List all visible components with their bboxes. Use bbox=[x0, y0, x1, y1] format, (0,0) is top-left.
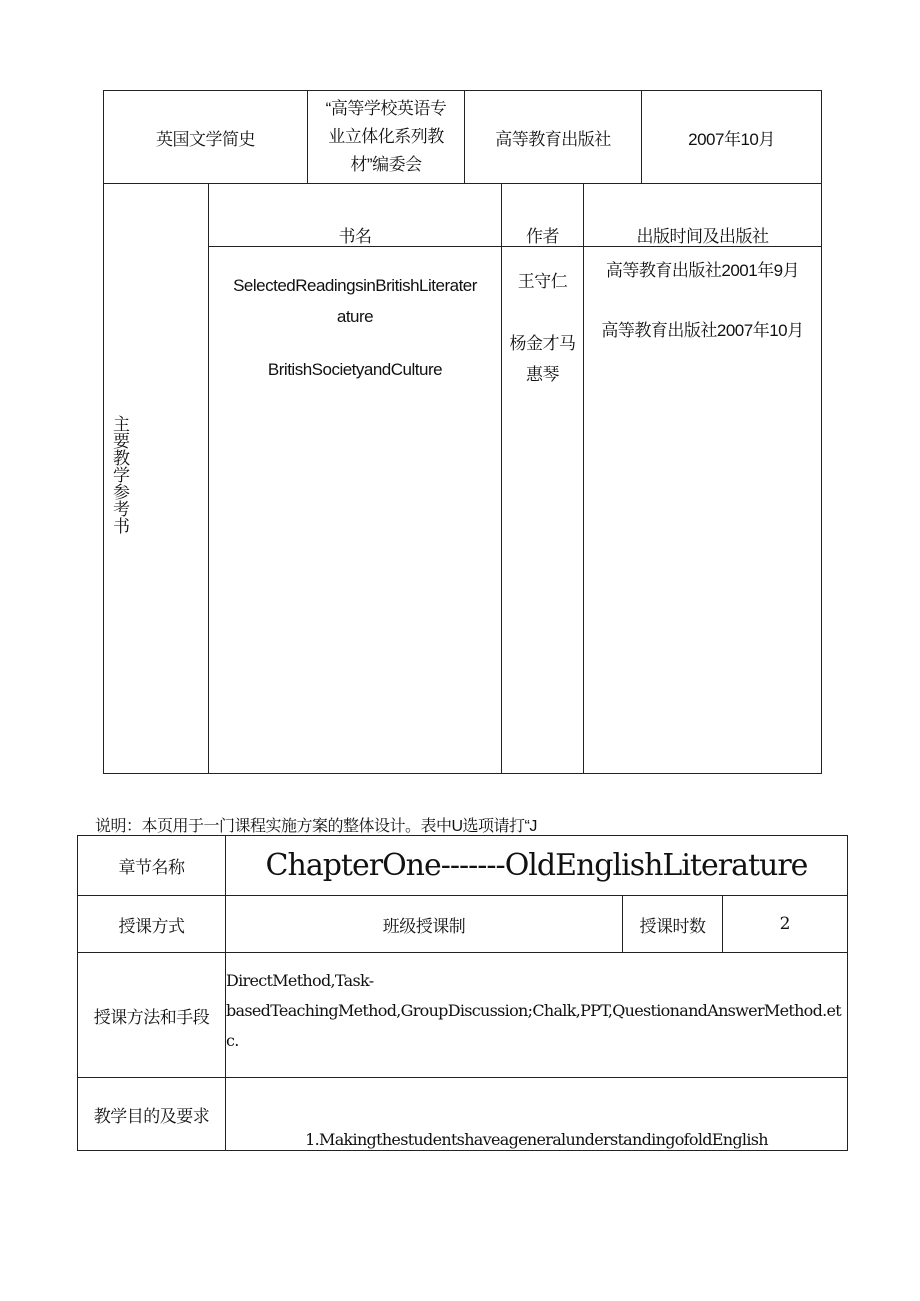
book-title-2: BritishSocietyandCulture bbox=[267, 360, 443, 379]
compiler-cell: “高等学校英语专 业立体化系列教 材”编委会 bbox=[325, 99, 447, 174]
page-note: 说明：本页用于一门课程实施方案的整体设计。表中U选项请打“J bbox=[95, 818, 537, 835]
author-1: 王守仁 bbox=[517, 272, 568, 291]
methods-value: DirectMethod,Task- basedTeachingMethod,GroupDiscussion;Chalk,PPT,QuestionandAnswerMethod.et c. bbox=[226, 971, 842, 1050]
header-author: 作者 bbox=[526, 226, 559, 246]
author-2: 杨金才马 惠琴 bbox=[509, 334, 576, 384]
header-title: 书名 bbox=[338, 226, 372, 246]
book-title-cell: 英国文学简史 bbox=[156, 129, 255, 149]
teaching-hours-label: 授课时数 bbox=[639, 916, 706, 936]
teaching-mode-value: 班级授课制 bbox=[382, 916, 466, 936]
goals-value: 1.MakingthestudentshaveageneralunderstandingofoldEnglish bbox=[305, 1130, 768, 1149]
goals-label: 教学目的及要求 bbox=[93, 1106, 210, 1126]
chapter-value: ChapterOne-------OldEnglishLiterature bbox=[265, 848, 808, 883]
teaching-mode-label: 授课方式 bbox=[118, 916, 185, 936]
publisher-cell: 高等教育出版社 bbox=[495, 129, 611, 149]
references-label: 主要教学参考书 bbox=[110, 415, 129, 534]
teaching-hours-value: 2 bbox=[779, 914, 791, 934]
book-title-1: SelectedReadingsinBritishLiterater ature bbox=[233, 276, 477, 326]
methods-label: 授课方法和手段 bbox=[93, 1007, 210, 1027]
header-publication: 出版时间及出版社 bbox=[636, 226, 769, 246]
chapter-label: 章节名称 bbox=[118, 858, 185, 877]
publication-2: 高等教育出版社2007年10月 bbox=[601, 321, 804, 340]
date-cell: 2007年10月 bbox=[688, 129, 775, 149]
publication-1: 高等教育出版社2001年9月 bbox=[605, 261, 800, 280]
